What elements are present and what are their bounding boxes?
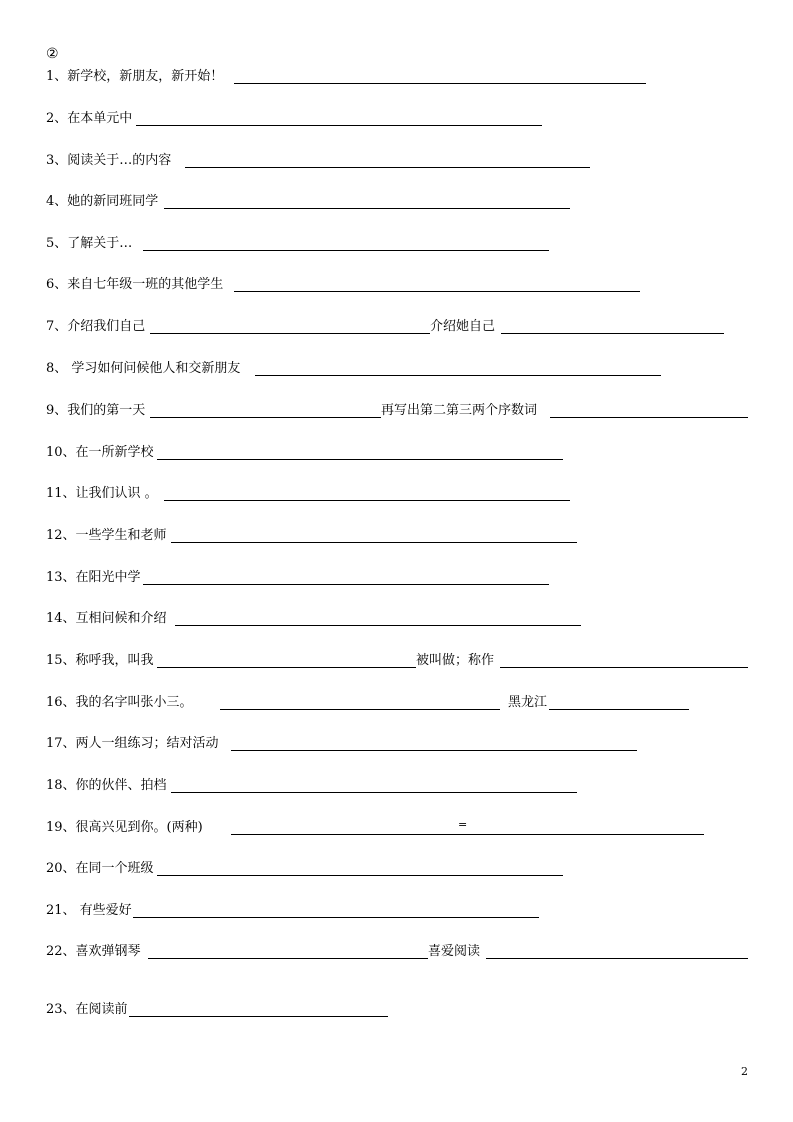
item-number: 22、: [46, 944, 76, 959]
item-7: [46, 320, 145, 333]
item-text: 来自七年级一班的其他学生: [67, 277, 224, 292]
answer-line-14[interactable]: [175, 625, 581, 626]
answer-line-7b[interactable]: [501, 333, 724, 334]
item-text: 我们的第一天: [67, 403, 146, 418]
item-number: 8、: [46, 361, 68, 376]
item-text: 两人一组练习；结对活动: [75, 736, 219, 751]
answer-line-19[interactable]: [231, 834, 704, 835]
item-number: 12、: [46, 528, 76, 543]
item-19-equals: =: [458, 818, 468, 831]
item-12: [46, 529, 167, 542]
item-15-second-prompt: 被叫做；称作: [416, 653, 495, 668]
answer-line-20[interactable]: [157, 875, 563, 876]
item-3: [46, 154, 171, 167]
answer-line-12[interactable]: [171, 542, 577, 543]
item-text: 在本单元中: [67, 111, 133, 126]
item-9: [46, 404, 145, 417]
item-number: 21、: [46, 903, 76, 918]
item-23: [46, 1003, 128, 1016]
item-number: 23、: [46, 1002, 76, 1017]
item-text: 在一所新学校: [75, 445, 154, 460]
item-8: [46, 362, 240, 375]
item-19: [46, 821, 203, 834]
item-13: [46, 571, 141, 584]
page-number: 2: [741, 1065, 748, 1078]
item-22-second-prompt: 喜爱阅读: [428, 944, 481, 959]
answer-line-16a[interactable]: [220, 709, 500, 710]
item-22: [46, 945, 141, 958]
section-marker: ②: [46, 46, 59, 62]
item-14: [46, 612, 167, 625]
item-text: 很高兴见到你。(两种): [75, 820, 203, 835]
item-5: [46, 237, 132, 250]
item-number: 7、: [46, 319, 68, 334]
item-9-second-prompt: 再写出第二第三两个序数词: [381, 403, 538, 418]
answer-line-3[interactable]: [185, 167, 590, 168]
item-number: 10、: [46, 445, 76, 460]
answer-line-23[interactable]: [129, 1016, 388, 1017]
answer-line-4[interactable]: [164, 208, 570, 209]
item-17: [46, 737, 219, 750]
item-text: 她的新同班同学: [67, 194, 159, 209]
item-number: 1、: [46, 69, 68, 84]
item-text: 在阅读前: [75, 1002, 128, 1017]
item-16-second-prompt: 黑龙江: [508, 695, 548, 710]
item-text: 学习如何问候他人和交新朋友: [67, 361, 241, 376]
answer-line-5[interactable]: [143, 250, 549, 251]
item-15: [46, 654, 154, 667]
item-number: 6、: [46, 277, 68, 292]
item-number: 5、: [46, 236, 68, 251]
item-number: 3、: [46, 153, 68, 168]
item-2: [46, 112, 132, 125]
answer-line-9b[interactable]: [550, 417, 748, 418]
item-text: 一些学生和老师: [75, 528, 167, 543]
item-text: 你的伙伴、拍档: [75, 778, 167, 793]
item-21: [46, 904, 132, 917]
answer-line-18[interactable]: [171, 792, 577, 793]
answer-line-13[interactable]: [143, 584, 549, 585]
item-text: 在阳光中学: [75, 570, 141, 585]
item-text: 新学校，新朋友，新开始！: [67, 69, 224, 84]
item-number: 18、: [46, 778, 76, 793]
item-20: [46, 862, 154, 875]
item-number: 20、: [46, 861, 76, 876]
item-number: 15、: [46, 653, 76, 668]
item-1: [46, 70, 223, 83]
item-number: 13、: [46, 570, 76, 585]
answer-line-21[interactable]: [133, 917, 539, 918]
item-text: 了解关于…: [67, 236, 133, 251]
answer-line-9a[interactable]: [150, 417, 381, 418]
item-number: 2、: [46, 111, 68, 126]
item-number: 9、: [46, 403, 68, 418]
answer-line-11[interactable]: [164, 500, 570, 501]
item-text: 称呼我，叫我: [75, 653, 154, 668]
answer-line-15b[interactable]: [500, 667, 748, 668]
item-11: [46, 487, 158, 500]
answer-line-10[interactable]: [157, 459, 563, 460]
item-text: 互相问候和介绍: [75, 611, 167, 626]
item-text: 让我们认识 。: [75, 486, 158, 501]
item-10: [46, 446, 154, 459]
item-text: 介绍我们自己: [67, 319, 146, 334]
answer-line-8[interactable]: [255, 375, 661, 376]
answer-line-1[interactable]: [234, 83, 646, 84]
item-text: 我的名字叫张小三。: [75, 695, 193, 710]
item-text: 有些爱好: [75, 903, 132, 918]
item-number: 16、: [46, 695, 76, 710]
answer-line-2[interactable]: [136, 125, 542, 126]
item-7-second-prompt: 介绍她自己: [430, 319, 496, 334]
item-6: [46, 278, 223, 291]
answer-line-22a[interactable]: [148, 958, 428, 959]
answer-line-17[interactable]: [231, 750, 637, 751]
item-16: [46, 696, 193, 709]
answer-line-22b[interactable]: [486, 958, 748, 959]
item-text: 喜欢弹钢琴: [75, 944, 141, 959]
answer-line-16b[interactable]: [549, 709, 689, 710]
item-number: 11、: [46, 486, 76, 501]
item-number: 19、: [46, 820, 76, 835]
answer-line-15a[interactable]: [157, 667, 416, 668]
item-18: [46, 779, 167, 792]
item-text: 阅读关于…的内容: [67, 153, 172, 168]
item-number: 14、: [46, 611, 76, 626]
item-number: 4、: [46, 194, 68, 209]
item-text: 在同一个班级: [75, 861, 154, 876]
answer-line-6[interactable]: [234, 291, 640, 292]
item-number: 17、: [46, 736, 76, 751]
answer-line-7a[interactable]: [150, 333, 430, 334]
item-4: [46, 195, 158, 208]
